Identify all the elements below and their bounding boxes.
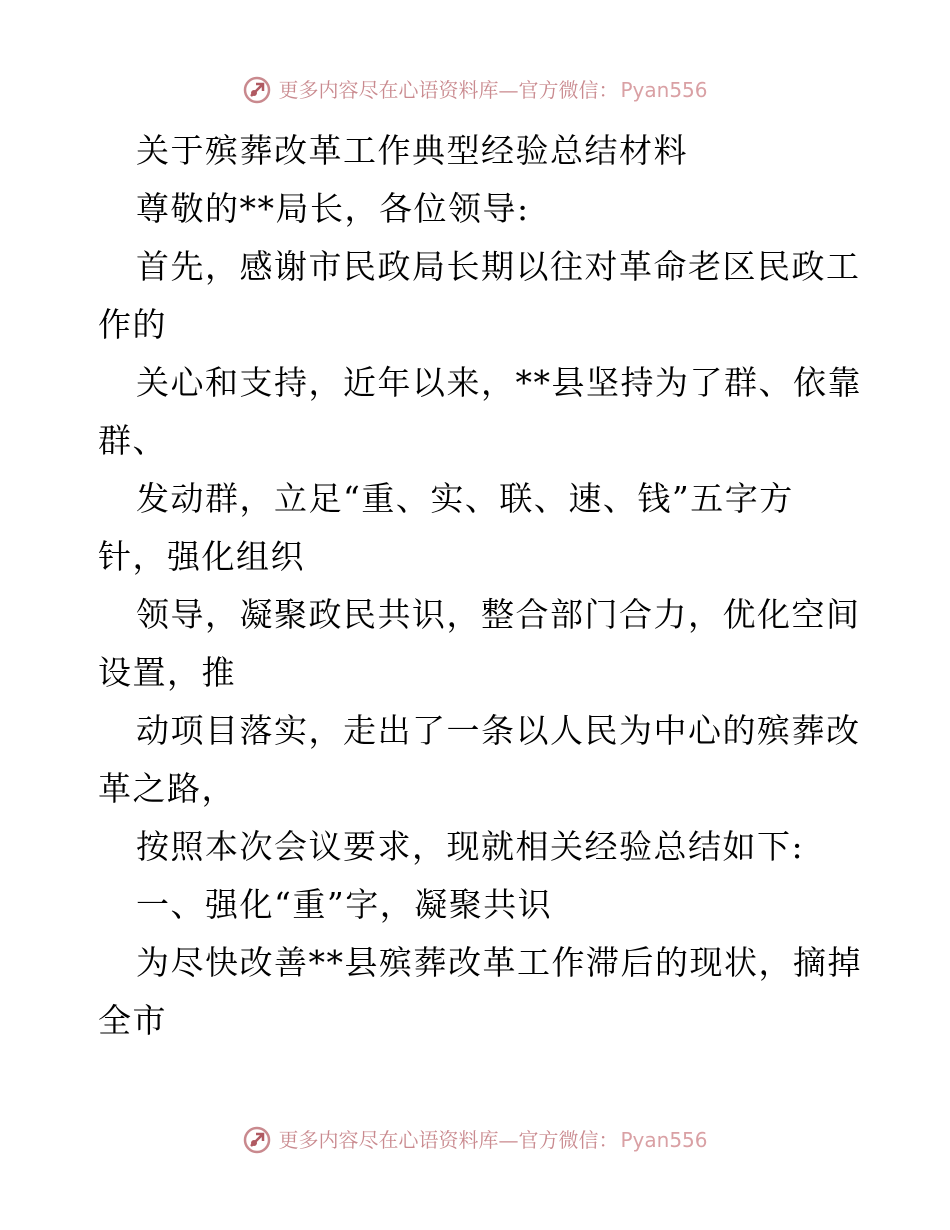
watermark-title: 更多内容尽在心语资料库: [278, 78, 499, 102]
paragraph-line: 领导，凝聚政民共识，整合部门合力，优化空间: [136, 595, 861, 634]
paragraph-line: 全市: [98, 1001, 167, 1040]
paragraph-line: 首先，感谢市民政局长期以往对革命老区民政工: [136, 247, 861, 286]
watermark-separator: —官方微信：: [498, 1128, 619, 1152]
quill-logo-icon: [242, 1125, 272, 1155]
paragraph-line: 按照本次会议要求，现就相关经验总结如下:: [136, 827, 805, 866]
document-title: 关于殡葬改革工作典型经验总结材料: [136, 131, 688, 170]
paragraph-line: 为尽快改善**县殡葬改革工作滞后的现状，摘掉: [136, 943, 862, 982]
section-heading: 一、强化“重”字，凝聚共识: [136, 885, 553, 924]
paragraph-line: 群、: [98, 421, 167, 460]
quill-logo-icon: [242, 75, 272, 105]
paragraph-line: 动项目落实，走出了一条以人民为中心的殡葬改: [136, 711, 861, 750]
paragraph-line: 发动群，立足“重、实、联、速、钱”五字方: [136, 479, 794, 518]
watermark-header: [0, 70, 950, 110]
paragraph-line: 关心和支持，近年以来，**县坚持为了群、依靠: [136, 363, 862, 402]
watermark-footer: [0, 1120, 950, 1160]
paragraph-line: 革之路，: [98, 769, 236, 808]
paragraph-line: 作的: [98, 305, 167, 344]
paragraph-line: 针，强化组织: [98, 537, 305, 576]
watermark-separator: —官方微信：: [498, 78, 619, 102]
paragraph-line: 设置，推: [98, 653, 236, 692]
watermark-wechat-id: Pyan556: [620, 1128, 708, 1152]
watermark-wechat-id: Pyan556: [620, 78, 708, 102]
salutation: 尊敬的**局长，各位领导:: [136, 189, 530, 228]
document-body: [98, 122, 862, 1050]
watermark-title: 更多内容尽在心语资料库: [278, 1128, 499, 1152]
